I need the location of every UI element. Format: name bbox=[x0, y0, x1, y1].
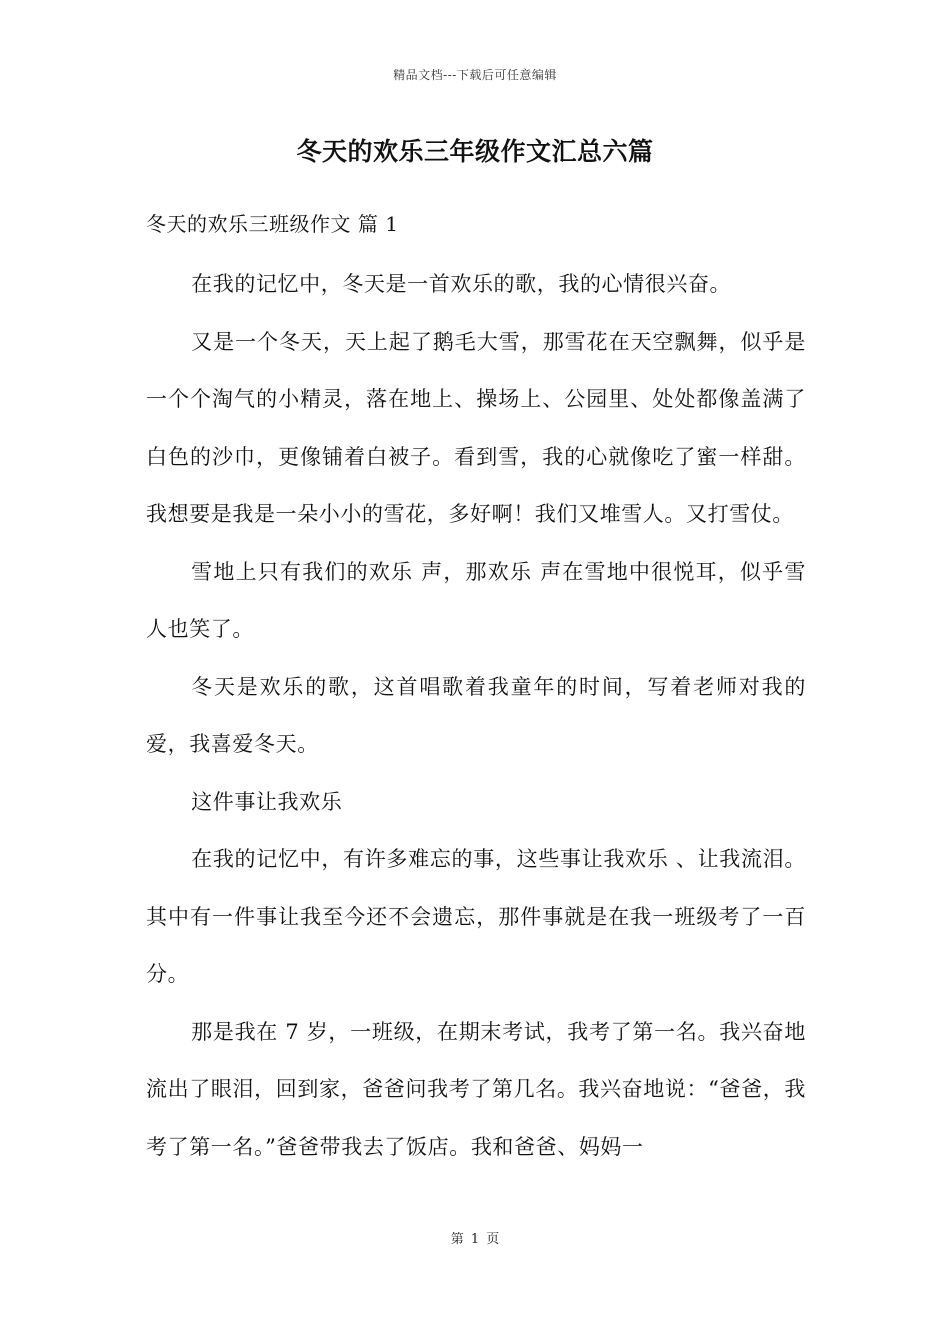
paragraph: 在我的记忆中，冬天是一首欢乐的歌，我的心情很兴奋。 bbox=[191, 272, 732, 296]
page-header: 精品文档---下载后可任意编辑 bbox=[393, 68, 557, 82]
page-number: 第 1 页 bbox=[450, 1232, 500, 1247]
paragraph: 又是一个冬天，天上起了鹅毛大雪，那雪花在天空飘舞，似乎是一个个淘气的小精灵，落在地上、操场上、公园里、处处都像盖满了白色的沙巾，更像铺着白被子。看到雪，我的心就像吃了蜜一样甜。我想要是我是一朵小小的雪花，多好啊！我们又堆雪人。又打雪仗。 bbox=[146, 329, 806, 526]
paragraph: 雪地上只有我们的欢乐 声，那欢乐 声在雪地中很悦耳，似乎雪人也笑了。 bbox=[146, 559, 806, 641]
paragraph-heading: 这件事让我欢乐 bbox=[191, 789, 343, 814]
paragraph: 那是我在 7 岁，一班级，在期末考试，我考了第一名。我兴奋地流出了眼泪，回到家，爸爸问我考了第几名。我兴奋地说：“爸爸，我考了第一名。”爸爸带我去了饭店。我和爸爸、妈妈一 bbox=[146, 1019, 806, 1159]
document-body bbox=[146, 256, 806, 1176]
section-heading: 冬天的欢乐三班级作文 篇 1 bbox=[146, 212, 399, 236]
document-title: 冬天的欢乐三年级作文汇总六篇 bbox=[296, 137, 654, 166]
paragraph: 冬天是欢乐的歌，这首唱歌着我童年的时间，写着老师对我的爱，我喜爱冬天。 bbox=[146, 674, 806, 756]
paragraph: 在我的记忆中，有许多难忘的事，这些事让我欢乐 、让我流泪。其中有一件事让我至今还不会遗忘，那件事就是在我一班级考了一百分。 bbox=[146, 847, 806, 986]
